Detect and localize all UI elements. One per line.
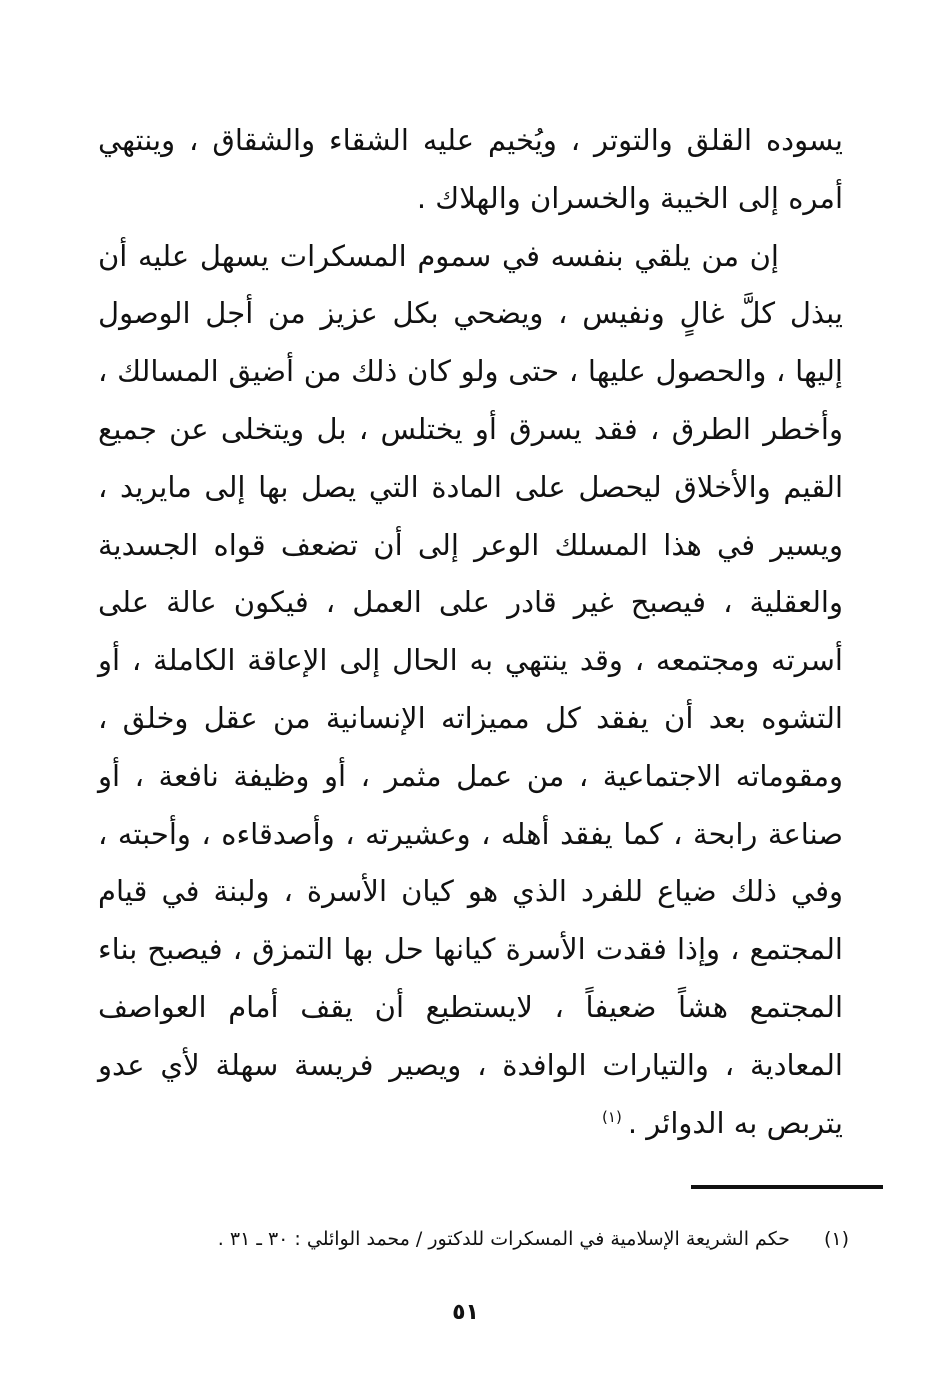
footnote [129, 1224, 849, 1254]
body-text [98, 112, 843, 1152]
paragraph-1-text: يسوده القلق والتوتر ، ويُخيم عليه الشقاء والشقاق ، وينتهي أمره إلى الخيبة والخسران والهلاك . [98, 123, 843, 215]
footnote-separator [691, 1185, 883, 1189]
footnote-text: حكم الشريعة الإسلامية في المسكرات للدكتور / محمد الوائلي : ٣٠ ـ ٣١ . [217, 1228, 790, 1250]
paragraph-2-text: إن من يلقي بنفسه في سموم المسكرات يسهل عليه أن يبذل كلَّ غالٍ ونفيس ، ويضحي بكل عزيز من أجل الوصول إليها ، والحصول عليها ، حتى ولو كان ذلك من أضيق المسالك ، وأخطر الطرق ، فقد يسرق أو يختلس ، بل ويتخلى عن جميع القيم والأخلاق ليحصل على المادة التي يصل بها إلى مايريد ، ويسير في هذا المسلك الوعر إلى أن تضعف قواه الجسدية والعقلية ، فيصبح غير قادر على العمل ، فيكون عالة على أسرته ومجتمعه ، وقد ينتهي به الحال إلى الإعاقة الكاملة ، أو التشوه بعد أن يفقد كل مميزاته الإنسانية من عقل وخلق ، ومقوماته الاجتماعية ، من عمل مثمر ، أو وظيفة نافعة ، أو صناعة رابحة ، كما يفقد أهله ، وعشيرته ، وأصدقاءه ، وأحبته ، وفي ذلك ضياع للفرد الذي هو كيان الأسرة ، ولبنة في قيام المجتمع ، وإذا فقدت الأسرة كيانها حل بها التمزق ، فيصبح بناء المجتمع هشاً ضعيفاً ، لايستطيع أن يقف أمام العواصف المعادية ، والتيارات الوافدة ، ويصير فريسة سهلة لأي عدو يتربص به الدوائر . [98, 238, 843, 1140]
paragraph-main [98, 228, 843, 1153]
footnote-reference[interactable]: (١) [602, 1107, 622, 1126]
page-number: ٥١ [452, 1300, 479, 1325]
paragraph-continuation [98, 112, 843, 228]
footnote-marker: (١) [823, 1228, 849, 1250]
